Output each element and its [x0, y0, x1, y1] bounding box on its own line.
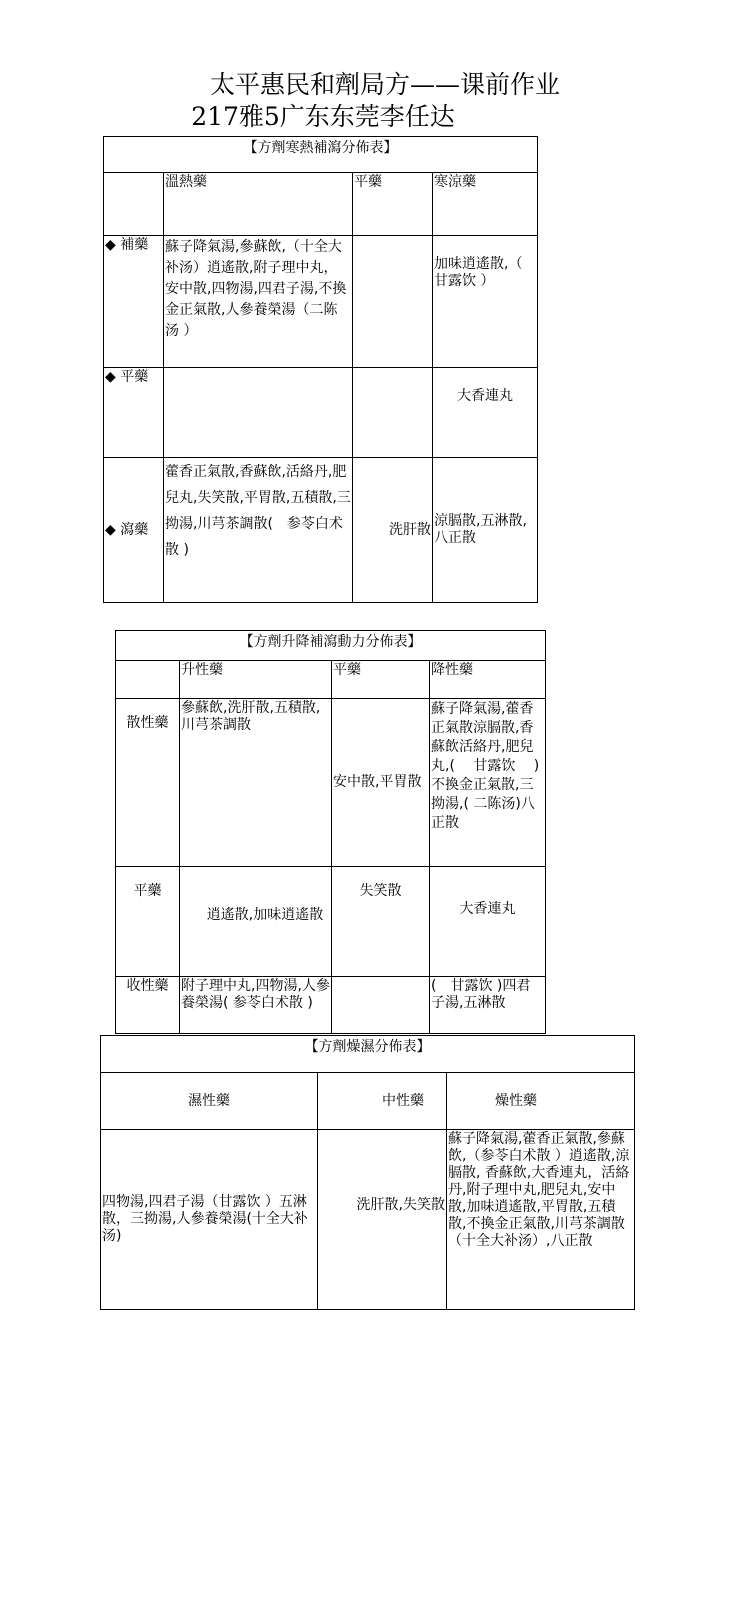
table-cell: 加味逍遙散,（ 甘露饮 ） [433, 236, 538, 368]
row-label: 平藥 [116, 867, 180, 977]
table-caption: 【方劑寒熱補瀉分佈表】 [104, 137, 538, 173]
cold-hot-table [103, 136, 538, 603]
table-caption: 【方劑升降補瀉動力分佈表】 [116, 631, 546, 661]
table-cell: 附子理中丸,四物湯,人參養榮湯( 参苓白术散 ) [180, 977, 332, 1034]
page-title: 太平惠民和劑局方——课前作业 [209, 70, 560, 99]
table-cell: 洗肝散,失笑散 [318, 1130, 447, 1310]
table-cell: 參蘇飲,洗肝散,五積散,川芎茶調散 [180, 699, 332, 867]
rise-fall-table [115, 630, 546, 1034]
table-cell: 大香連丸 [433, 368, 538, 458]
table-cell: 蘇子降氣湯,藿香正氣散涼膈散,香蘇飲活絡丹,肥兒丸,( 甘露饮 )不換金正氣散,三拗湯,( 二陈汤)八正散 [430, 699, 546, 867]
table-cell: 洗肝散 [353, 458, 433, 603]
table-cell: 失笑散 [332, 867, 430, 977]
table-cell: 涼膈散,五淋散,八正散 [433, 458, 538, 603]
table-cell [353, 368, 433, 458]
table-cell: 逍遙散,加味逍遙散 [180, 867, 332, 977]
header-cell: 燥性藥 [447, 1073, 635, 1130]
table-cell: ( 甘露饮 )四君子湯,五淋散 [430, 977, 546, 1034]
row-label: ◆ 補藥 [104, 236, 164, 368]
page-subtitle: 217雅5广东东莞李任达 [191, 102, 455, 131]
table-cell: 大香連丸 [430, 867, 546, 977]
header-cell: 降性藥 [430, 661, 546, 699]
table-cell [353, 236, 433, 368]
row-label: 收性藥 [116, 977, 180, 1034]
header-cell: 平藥 [332, 661, 430, 699]
table-cell [332, 977, 430, 1034]
table-cell: 蘇子降氣湯,參蘇飲,（十全大补汤）逍遙散,附子理中丸，安中散,四物湯,四君子湯,不換金正氣散,人參養榮湯（二陈汤 ） [164, 236, 353, 368]
table-cell: 四物湯,四君子湯（甘露饮 ）五淋散，三拗湯,人參養榮湯(十全大补汤) [101, 1130, 318, 1310]
dry-wet-table [100, 1035, 635, 1310]
row-label: 散性藥 [116, 699, 180, 867]
header-cell: 濕性藥 [101, 1073, 318, 1130]
table-cell: 安中散,平胃散 [332, 699, 430, 867]
row-label: ◆ 平藥 [104, 368, 164, 458]
table-cell: 蘇子降氣湯,藿香正氣散,參蘇飲,（参苓白术散 ）逍遙散,涼膈散, 香蘇飲,大香連丸，活絡丹,附子理中丸,肥兒丸,安中散,加味逍遙散,平胃散,五積散,不換金正氣散,川芎茶調散（十全大补汤）,八正散 [447, 1130, 635, 1310]
table-cell: 藿香正氣散,香蘇飲,活絡丹,肥兒丸,失笑散,平胃散,五積散,三拗湯,川芎茶調散( 参苓白术散 ) [164, 458, 353, 603]
header-cell: 中性藥 [318, 1073, 447, 1130]
header-cell: 升性藥 [180, 661, 332, 699]
header-cell [104, 173, 164, 236]
header-cell: 平藥 [353, 173, 433, 236]
header-cell: 寒涼藥 [433, 173, 538, 236]
header-cell [116, 661, 180, 699]
table-caption: 【方劑燥濕分佈表】 [101, 1036, 635, 1073]
header-cell: 溫熱藥 [164, 173, 353, 236]
row-label: ◆ 瀉藥 [104, 458, 164, 603]
table-cell [164, 368, 353, 458]
